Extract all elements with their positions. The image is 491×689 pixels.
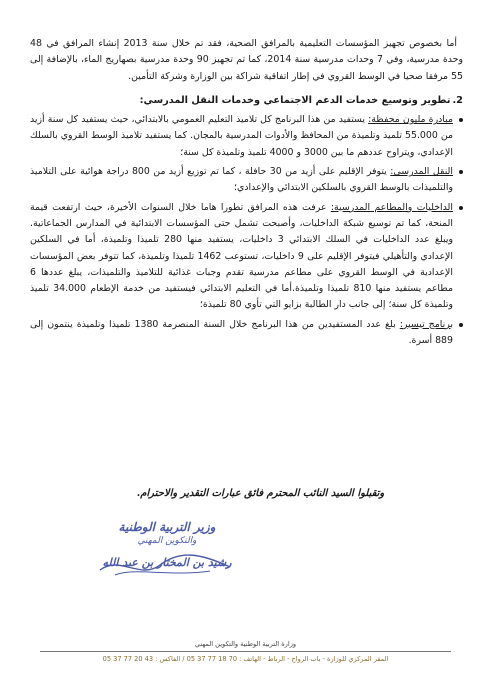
- list-item: [30, 112, 463, 161]
- closing-salutation: وتقبلوا السيد النائب المحترم فائق عبارات التقدير والاحترام.: [136, 488, 385, 499]
- item-lead: الداخليات والمطاعم المدرسية:: [330, 201, 453, 213]
- measures-list: [30, 112, 463, 349]
- item-text: يتوفر الإقليم على أزيد من 30 حافلة ، كما تم توزيع أزيد من 800 دراجة هوائية على التلاميذ والتلميذات بالوسط القروي بالسلكين الابتدائي والإعدادي؛: [30, 166, 453, 194]
- item-text: بلغ عدد المستفيدين من هذا البرنامج خلال السنة المنصرمة 1380 تلميذا وتلميذة ينتمون إلى 889 أسرة.: [30, 318, 453, 347]
- item-lead: برنامج تيسير:: [399, 318, 454, 330]
- section-number: 2.: [452, 94, 463, 106]
- item-lead: مبادرة مليون محفظة:: [368, 114, 453, 126]
- stamp-name: رشيد بن المختار بن عبد الله: [102, 556, 232, 569]
- signature-icon: [80, 545, 260, 585]
- section-title: تطوير وتوسيع خدمات الدعم الاجتماعي وخدمات النقل المدرسي:: [139, 94, 451, 106]
- letter-body: [30, 36, 463, 352]
- footer-ministry: وزارة التربية الوطنية والتكوين المهني: [194, 640, 297, 648]
- footer-address: المقر المركزي للوزارة - باب الرواح - الرباط - الهاتف : 70 18 77 37 05 / الفاكس : 43 20 77 37 05: [102, 655, 389, 663]
- item-text: يستفيد من هذا البرنامج كل تلاميذ التعليم العمومي بالابتدائي، حيث يستفيد كل سنة أزيد من 55.000 تلميذ وتلميذة من المحافظ والأدوات المدرسية بالمجان. كما يستفيد تلاميذ الوسط القروي بالسلك الإعدادي، ويتراوح عددهم ما بين 3000 و 4000 تلميذ وتلميذة كل سنة؛: [30, 114, 454, 158]
- list-item: [30, 164, 463, 197]
- stamp-title: وزير التربية الوطنية: [118, 520, 216, 534]
- list-item: [30, 200, 463, 314]
- section-heading: [30, 93, 463, 109]
- stamp-subtitle: والتكوين المهني: [137, 536, 197, 546]
- item-text: عرفت هذه المرافق تطورا هاما خلال السنوات الأخيرة، حيث ارتفعت قيمة المنحة، كما تم توسيع شبكة الداخليات، وأصبحت تشمل حتى المؤسسات الابتدائية في المدارس الجماعاتية. ويبلغ عدد الداخليات في السلك الابتدائي 3 داخليات، يستفيد منها 280 تلميذا وتلميذة، أما في السلكين الإعدادي والتأهيلي فيتوفر الإقليم على 9 داخليات، تستوعب 1462 تلميذا وتلميذة، كما تتوفر بعض المؤسسات الإعدادية في الوسط القروي على مطاعم مدرسية تقدم وجبات غذائية للتلاميذ والتلميذات، يبلغ عددها 6 مطاعم يستفيد منها 810 تلميذا وتلميذة.أما في التعليم الابتدائي فيستفيد من خدمة الإطعام 34.000 تلميذ وتلميذة كل سنة؛ إلى جانب دار الطالبة بزايو التي تأوي 80 تلميذة؛: [30, 201, 453, 311]
- list-item: [30, 317, 463, 350]
- letter-footer: [40, 640, 451, 663]
- footer-divider: [40, 651, 451, 652]
- item-lead: النقل المدرسي:: [390, 166, 453, 178]
- intro-paragraph: أما بخصوص تجهيز المؤسسات التعليمية بالمرافق الصحية، فقد تم خلال سنة 2013 إنشاء المرافق في 48 وحدة مدرسية، وفي 7 وحدات مدرسية سنة 2014، كما تم تجهيز 90 وحدة مدرسية بصهاريج الماء، بالإضافة إلى 55 مرفقا صحيا في الوسط القروي في إطار اتفاقية شراكة بين الوزارة وشركة التأمين.: [30, 38, 463, 82]
